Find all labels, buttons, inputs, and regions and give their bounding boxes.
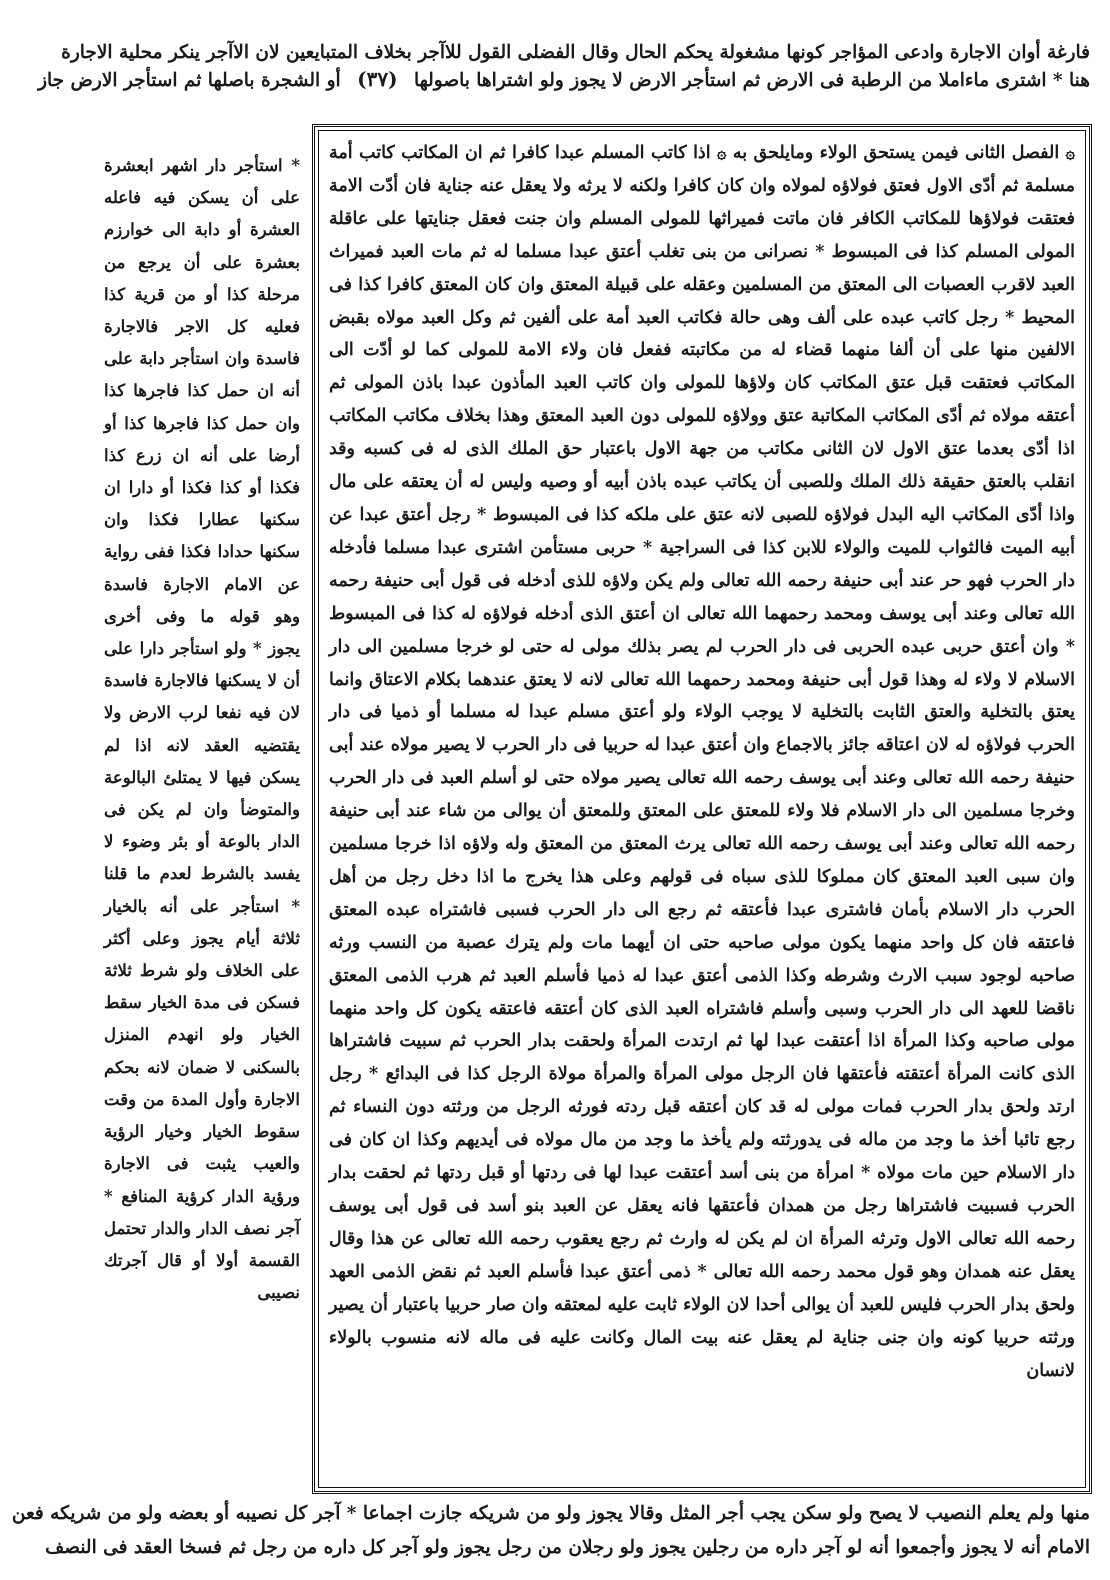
bottom-margin-line-1: منها ولم يعلم النصيب لا يصح ولو سكن يجب أجر المثل وقالا يجوز ولو من شريكه جازت اجماعا * آجر كل نصيبه أو بعضه ولو من شريكه فعن [11, 1503, 1090, 1524]
top-margin-line-1: فارغة أوان الاجارة وادعى المؤاجر كونها مشغولة يحكم الحال وقال الفضلى القول للاآجر بخلاف المتبايعين لان الاآجر ينكر محلية الاجارة [61, 42, 1090, 63]
top-margin-line-2 [38, 66, 1090, 94]
margin-commentary-column [104, 150, 300, 1495]
main-text [329, 137, 1075, 1387]
ornament-icon: ۞ [1065, 143, 1075, 162]
top-margin-text [38, 40, 1090, 122]
top-margin-line-2-end: أو الشجرة باصلها ثم استأجر الارض جاز [38, 70, 341, 91]
margin-commentary-text: * استأجر دار اشهر ابعشرة على أن يسكن فيه فاعله العشرة أو دابة الى خوارزم بعشرة على أن يرجع من مرحلة كذا أو من قرية كذا فعليه كل الاجر فالاجارة فاسدة وان استأجر دابة على أنه ان حمل كذا فاجرها كذا وان حمل كذا فاجرها كذا أو أرضا على أنه ان زرع كذا فكذا أو كذا فكذا أو دارا ان سكنها عطارا فكذا وان سكنها حدادا فكذا ففى رواية عن الامام الاجارة فاسدة وهو قوله ما وفى أخرى يجوز * ولو استأجر دارا على أن لا يسكنها فالاجارة فاسدة لان فيه نفعا لرب الارض ولا يقتضيه العقد لانه اذا لم يسكن فيها لا يمتلئ البالوعة والمتوضأ وان لم يكن فى الدار بالوعة أو بئر وضوء لا يفسد بالشرط لعدم ما قلنا * استأجر على أنه بالخيار ثلاثة أيام يجوز وعلى أكثر على الخلاف ولو شرط ثلاثة فسكن فى مدة الخيار سقط الخيار ولو انهدم المنزل بالسكنى لا ضمان لانه بحكم الاجارة وأول المدة من وقت سقوط الخيار وخيار الرؤية والعيب يثبت فى الاجارة ورؤية الدار كرؤية المنافع * آجر نصف الدار والدار تحتمل القسمة أولا أو قال آجرتك نصيبى [104, 156, 300, 1303]
top-margin-line-2-text: هنا * اشترى ماءاملا من الرطبة فى الارض ثم استأجر الارض لا يجوز ولو اشتراها باصولها [414, 70, 1090, 91]
main-text-frame [312, 124, 1092, 1494]
bottom-margin-text [11, 1497, 1090, 1569]
section-heading: الفصل الثانى فيمن يستحق الولاء ومايلحق به [732, 143, 1060, 163]
main-paragraph: اذا كاتب المسلم عبدا كافرا ثم ان المكاتب كاتب أمة مسلمة ثم أدّى الاول فعتق فولاؤه لمولاه وان كان كافرا ولكنه لا يرثه ولا يعقل عنه جناية فان أدّت الامة فعتقت فولاؤها للمكاتب الكافر فان ماتت فميراثها للمولى المسلم وان جنت فعقل جنايتها على عاقلة المولى المسلم كذا فى المبسوط * نصرانى من بنى تغلب أعتق عبدا مسلما له ثم مات العبد فميراث العبد لاقرب العصبات الى المعتق من المسلمين وعقله على قبيلة المعتق وان كان المعتق كافرا كذا فى المحيط * رجل كاتب عبده على ألف وهى حالة فكاتب العبد أمة على ألفين ثم وكل العبد مولاه بقبض الالفين منها على أن ألفا منهما قضاء له من مكاتبته ففعل فان ولاء الامة للمولى كما لو أدّت الى المكاتب فعتقت قبل عتق المكاتب كان ولاؤها للمولى وان كاتب العبد المأذون عبدا باذن المولى ثم أعتقه مولاه ثم أدّى المكاتب المكاتبة عتق وولاؤه للمولى دون العبد المعتق وهذا بخلاف مكاتب المكاتب اذا أدّى بعدما عتق الاول لان الثانى مكاتب من جهة الاول باعتبار حق الملك الذى له فى كسبه وقد انقلب بالعتق حقيقة ذلك الملك وللصبى أن يكاتب عبده باذن أبيه أو وصيه وليس له أن يعتقه على مال واذا أدّى المكاتب اليه البدل فولاؤه للصبى لانه عتق على ملكه كذا فى المبسوط * رجل أعتق عبدا عن أبيه الميت فالثواب للميت والولاء للابن كذا فى السراجية * حربى مستأمن اشترى عبدا مسلما فأدخله دار الحرب فهو حر عند أبى حنيفة رحمه الله تعالى ولم يكن ولاؤه للذى أدخله فى قول أبى حنيفة رحمه الله تعالى وعند أبى يوسف ومحمد رحمهما الله تعالى ان أعتق الذى أدخله فولاؤه له كذا فى المبسوط * وان أعتق حربى عبده الحربى فى دار الحرب لم يصر بذلك مولى له حتى لو خرجا مسلمين الى دار الاسلام لا ولاء له وهذا قول أبى حنيفة ومحمد رحمهما الله تعالى لانه لا يعتق عندهما بكلام الاعتاق وانما يعتق بالتخلية والعتق الثابت بالتخلية لا يوجب الولاء ولو أعتق مسلم عبدا له مسلما أو ذميا فى دار الحرب فولاؤه له لان اعتاقه جائز بالاجماع وان أعتق عبدا له حربيا فى دار الحرب لا يصير مولاه عند أبى حنيفة رحمه الله تعالى وعند أبى يوسف رحمه الله تعالى يصير مولاه حتى لو أسلم العبد فى دار الحرب وخرجا مسلمين الى دار الاسلام فلا ولاء للمعتق على المعتق وللمعتق أن يوالى من شاء عند أبى حنيفة رحمه الله تعالى وعند أبى يوسف رحمه الله تعالى يرث المعتق من المعتق وله ولاؤه اذا خرجا مسلمين وان سبى العبد المعتق كان مملوكا للذى سباه فى قولهم وعلى هذا يخرج ما اذا دخل رجل من أهل الحرب دار الاسلام بأمان فاشترى عبدا فأعتقه ثم رجع الى دار الحرب فسبى فاشتراه عبده المعتق فاعتقه فان كل واحد منهما يكون مولى صاحبه حتى ان أيهما مات ولم يترك عصبة من النسب ورثه صاحبه لوجود سبب الارث وشرطه وكذا الذمى أعتق عبدا له ذميا فأسلم العبد ثم هرب الذمى المعتق ناقضا للعهد الى دار الحرب وسبى وأسلم فاشتراه العبد الذى كان أعتقه فاعتقه يكون كل واحد منهما مولى صاحبه وكذا المرأة اذا أعتقت عبدا لها ثم ارتدت المرأة ولحقت بدار الحرب ثم سبيت فاشتراها الذى كانت المرأة أعتقته فأعتقها فان الرجل مولى المرأة والمرأة مولاة الرجل كذا فى البدائع * رجل ارتد ولحق بدار الحرب فمات مولى له قد كان أعتقه قبل ردته فورثه الرجل من ورثته دون النساء ثم رجع تائبا أخذ ما وجد من ماله فى يدورثته ولم يأخذ ما وجد من مال مولاه فى أيديهم وكذا ان كان فى دار الاسلام حين مات مولاه * امرأة من بنى أسد أعتقت عبدا لها فى ردتها أو قبل ردتها ثم لحقت بدار الحرب فسبيت فاشتراها رجل من همدان فأعتقها فانه يعقل عن العبد بنو أسد فى قول أبى يوسف رحمه الله تعالى الاول وترثه المرأة ان لم يكن له وارث ثم رجع يعقوب رحمه الله تعالى عن هذا وقال يعقل عنه همدان وهو قول محمد رحمه الله تعالى * ذمى أعتق عبدا فأسلم العبد ثم نقض الذمى العهد ولحق بدار الحرب فليس للعبد أن يوالى أحدا لان الولاء ثابت عليه لمعتقه وان صار حربيا باعتبار أن يصير ورثته حربيا كونه وان جنى جناية لم يعقل عنه بيت المال وكانت عليه فى ماله لانه منسوب بالولاء لانسان [329, 143, 1075, 1381]
page-number: (٣٧) [357, 67, 398, 91]
ornament-icon: ۞ [717, 143, 727, 162]
bottom-margin-line-2: الامام أنه لا يجوز وأجمعوا أنه لو آجر داره من رجلين يجوز ولو رجلان من رجل يجوز ولو آجر كل داره من رجل ثم فسخا العقد فى النصف [45, 1537, 1090, 1558]
